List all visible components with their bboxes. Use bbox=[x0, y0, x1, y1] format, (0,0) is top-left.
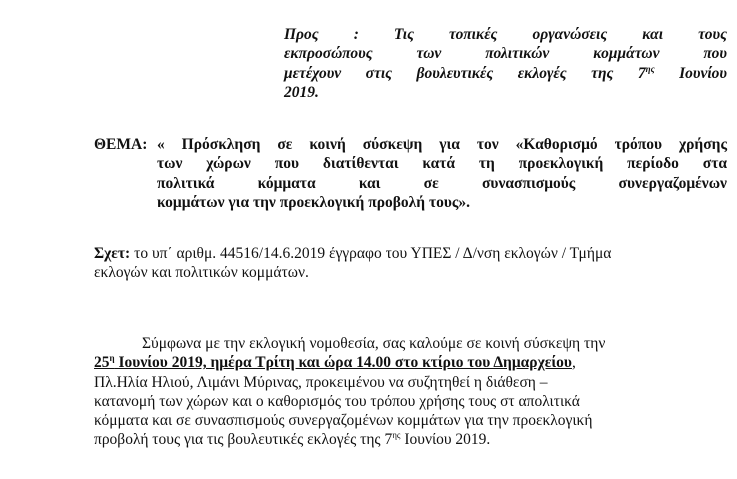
recipient-line-1: Προς : Τις τοπικές οργανώσεις και τους bbox=[284, 26, 727, 43]
subject-line-4: κομμάτων για την προεκλογική προβολή τους». bbox=[157, 193, 471, 211]
body-line-2: $25^\eta$ Ιουνίου 2019, ημέρα Τρίτη και ώρα 14.00 στο κτίριο του Δημαρχείου, bbox=[94, 353, 576, 372]
body-paragraph bbox=[94, 335, 727, 451]
reference-label: Σχετ: bbox=[94, 245, 131, 262]
subject-line-3: πολιτικά κόμματα και σε συνασπισμούς συνεργαζομένων bbox=[157, 174, 727, 192]
recipient-block bbox=[284, 26, 727, 103]
body-line-1: Σύμφωνα με την εκλογική νομοθεσία, σας καλούμε σε κοινή σύσκεψη την bbox=[142, 335, 606, 352]
body-line-6: προβολή τους για τις βουλευτικές εκλογές της $7^{\eta\varsigma}$ Ιουνίου 2019. bbox=[94, 430, 491, 449]
recipient-line-4: 2019. bbox=[284, 83, 319, 101]
body-line-4: κατανομή των χώρων και ο καθορισμός του τρόπου χρήσης τους στ απολιτικά bbox=[94, 392, 580, 410]
subject-label: ΘΕΜΑ: bbox=[94, 136, 148, 153]
recipient-line-2: εκπροσώπους των πολιτικών κομμάτων που bbox=[284, 45, 727, 63]
recipient-line-3: μετέχουν στις βουλευτικές εκλογές της $7^{\eta\varsigma}$ Ιουνίου bbox=[284, 63, 727, 82]
meeting-date-time: $25^\eta$ Ιουνίου 2019, ημέρα Τρίτη και ώρα 14.00 στο κτίριο του Δημαρχείου bbox=[94, 353, 572, 372]
reference-line-2: εκλογών και πολιτικών κομμάτων. bbox=[94, 264, 309, 282]
body-line-3: Πλ.Ηλία Ηλιού, Λιμάνι Μύρινας, προκειμένου να συζητηθεί η διάθεση – bbox=[94, 373, 548, 391]
subject-line-2: των χώρων που διατίθενται κατά τη προεκλογική περίοδο στα bbox=[157, 155, 727, 173]
subject-block bbox=[157, 136, 727, 213]
body-line-5: κόμματα και σε συνασπισμούς συνεργαζομένων κομμάτων για την προεκλογική bbox=[94, 412, 593, 430]
subject-line-1: « Πρόσκληση σε κοινή σύσκεψη για τον «Καθορισμό τρόπου χρήσης bbox=[157, 136, 727, 153]
reference-line-1: Σχετ: το υπ΄ αριθμ. 44516/14.6.2019 έγγραφο του ΥΠΕΣ / Δ/νση εκλογών / Τμήμα bbox=[94, 245, 612, 262]
reference-block bbox=[94, 245, 727, 284]
